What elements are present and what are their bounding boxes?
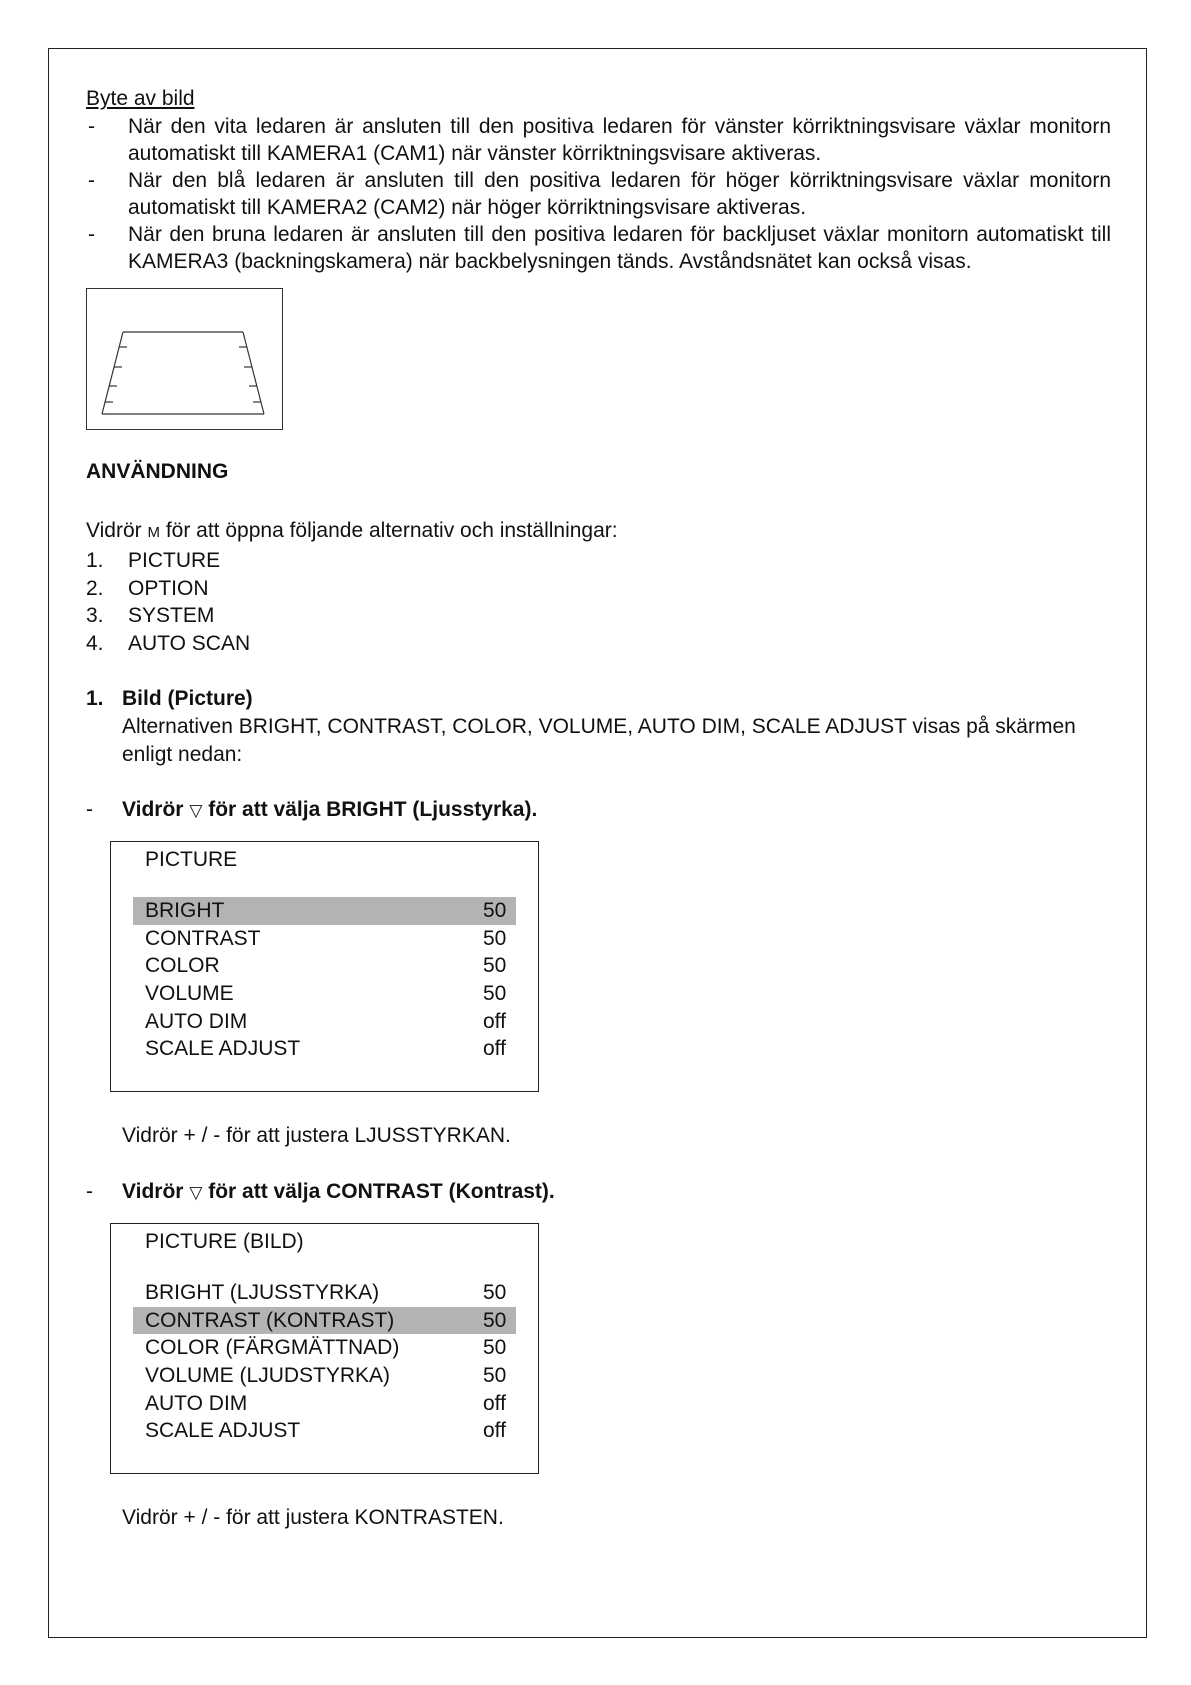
menu-title: PICTURE xyxy=(145,848,238,871)
bullet-item: - När den bruna ledaren är ansluten till den positiva ledaren för backljuset växlar monitorn automatiskt till KAMERA3 (backningskamera) när backbelysningen tänds. Avståndsnätet kan också visas. xyxy=(86,221,1111,275)
menu-row-auto-dim: AUTO DIM off xyxy=(145,1009,506,1033)
menu-rows xyxy=(133,897,516,1063)
menu-title: PICTURE (BILD) xyxy=(145,1230,304,1253)
usage-intro xyxy=(86,517,1111,547)
usage-heading: ANVÄNDNING xyxy=(86,460,229,483)
menu-row-scale-adjust: SCALE ADJUST off xyxy=(145,1419,506,1443)
picture-section-desc: Alternativen BRIGHT, CONTRAST, COLOR, VOLUME, AUTO DIM, SCALE ADJUST visas på skärmen enligt nedan: xyxy=(122,715,1076,766)
menu-row-color: COLOR (FÄRGMÄTTNAD) 50 xyxy=(145,1336,507,1360)
step-select-bright: - Vidrör ▽ för att välja BRIGHT (Ljusstyrka). xyxy=(86,798,538,821)
intro-text-before: Vidrör xyxy=(86,519,142,542)
list-item: 1. PICTURE xyxy=(86,549,221,572)
options-list xyxy=(86,547,1111,657)
camera-switch-bullets xyxy=(86,113,1111,275)
menu-rows xyxy=(133,1279,516,1445)
m-key-icon: M xyxy=(147,524,160,541)
bullet-item: - När den blå ledaren är ansluten till den positiva ledaren för höger körriktningsvisare växlar monitorn automatiskt till KAMERA2 (CAM2) när höger körriktningsvisare aktiveras. xyxy=(86,167,1111,221)
menu-row-bright: BRIGHT (LJUSSTYRKA) 50 xyxy=(145,1281,507,1304)
down-triangle-icon: ▽ xyxy=(189,1183,203,1202)
picture-menu-contrast xyxy=(110,1223,539,1474)
bullet-item: - När den vita ledaren är ansluten till den positiva ledaren för vänster körriktningsvisare växlar monitorn automatiskt till KAMERA1 (CAM1) när vänster körriktningsvisare aktiveras. xyxy=(86,113,1111,167)
step2-note: Vidrör + / - för att justera KONTRASTEN. xyxy=(122,1506,504,1529)
menu-row-bright-selected: BRIGHT 50 xyxy=(133,897,516,925)
list-item: 2. OPTION xyxy=(86,576,209,600)
section-title: Byte av bild xyxy=(86,87,195,110)
menu-row-auto-dim: AUTO DIM off xyxy=(145,1391,506,1415)
picture-menu-bright xyxy=(110,841,539,1092)
picture-section-heading: 1. Bild (Picture) xyxy=(86,687,253,710)
menu-row-scale-adjust: SCALE ADJUST off xyxy=(145,1037,506,1061)
list-item: 3. SYSTEM xyxy=(86,604,215,627)
intro-text-after: för att öppna följande alternativ och inställningar: xyxy=(165,519,618,542)
down-triangle-icon: ▽ xyxy=(189,801,203,820)
menu-row-volume: VOLUME 50 xyxy=(145,982,507,1006)
list-item: 4. AUTO SCAN xyxy=(86,631,251,655)
menu-row-contrast: CONTRAST 50 xyxy=(145,926,507,950)
menu-row-volume: VOLUME (LJUDSTYRKA) 50 xyxy=(145,1364,507,1388)
step-select-contrast: - Vidrör ▽ för att välja CONTRAST (Kontrast). xyxy=(86,1180,555,1203)
document-content xyxy=(86,85,1111,1532)
step1-note: Vidrör + / - för att justera LJUSSTYRKAN. xyxy=(122,1124,511,1147)
menu-row-color: COLOR 50 xyxy=(145,954,507,978)
menu-row-contrast-selected: CONTRAST (KONTRAST) 50 xyxy=(133,1307,516,1335)
distance-grid-diagram xyxy=(86,288,283,430)
